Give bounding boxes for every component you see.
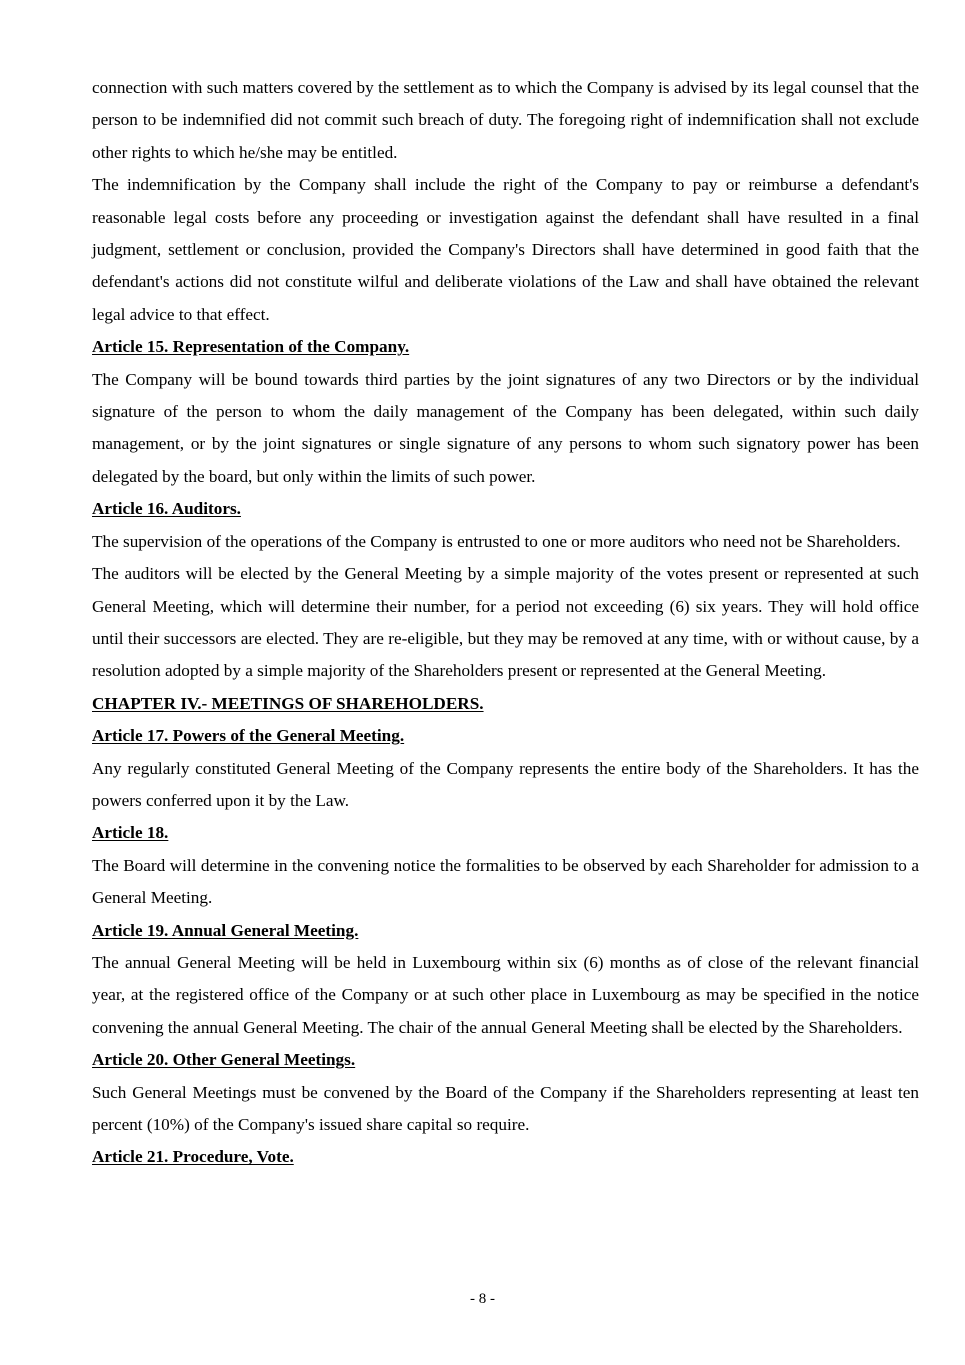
paragraph-auditors-supervision: The supervision of the operations of the Company is entrusted to one or more auditors who need not be Shareholders. [92, 531, 901, 551]
paragraph-other-meetings: Such General Meetings must be convened by the Board of the Company if the Shareholders representing at least ten percent (10%) of the Company's issued share capital so require. [92, 1082, 919, 1134]
heading-article-18: Article 18. [92, 823, 169, 843]
paragraph-annual-meeting: The annual General Meeting will be held in Luxembourg within six (6) months as of close of the relevant financial year, at the registered office of the Company or at such other place in Luxembourg as may be specified in the notice convening the annual General Meeting. The chair of the annual General Meeting shall be elected by the Shareholders. [92, 952, 919, 1037]
heading-article-21: Article 21. Procedure, Vote. [92, 1147, 294, 1167]
heading-article-15: Article 15. Representation of the Company. [92, 337, 410, 357]
heading-article-17: Article 17. Powers of the General Meeting. [92, 726, 405, 746]
page-number: - 8 - [470, 1291, 495, 1307]
paragraph-general-meeting-powers: Any regularly constituted General Meeting of the Company represents the entire body of the Shareholders. It has the powers conferred upon it by the Law. [92, 758, 919, 810]
document-body [92, 72, 919, 1174]
heading-chapter-iv: CHAPTER IV.- MEETINGS OF SHAREHOLDERS. [92, 693, 484, 713]
heading-article-19: Article 19. Annual General Meeting. [92, 920, 359, 940]
paragraph-indemnification-continued: connection with such matters covered by the settlement as to which the Company is advised by its legal counsel that the person to be indemnified did not commit such breach of duty. The foregoing right of indemnification shall not exclude other rights to which he/she may be entitled. [92, 78, 919, 162]
paragraph-admission-formalities: The Board will determine in the convening notice the formalities to be observed by each Shareholder for admission to a General Meeting. [92, 855, 919, 908]
heading-article-20: Article 20. Other General Meetings. [92, 1050, 356, 1070]
paragraph-indemnification-costs: The indemnification by the Company shall include the right of the Company to pay or reimburse a defendant's reasonable legal costs before any proceeding or investigation against the defendant shall have resulted in a final judgment, settlement or conclusion, provided the Company's Directors shall have determined in good faith that the defendant's actions did not constitute wilful and deliberate violations of the Law and shall have obtained the relevant legal advice to that effect. [92, 175, 919, 324]
heading-article-16: Article 16. Auditors. [92, 499, 241, 519]
paragraph-representation: The Company will be bound towards third parties by the joint signatures of any two Directors or by the individual signature of the person to whom the daily management of the Company has been delegated, within such daily management, or by the joint signatures or single signature of any persons to whom such signatory power has been delegated by the board, but only within the limits of such power. [92, 369, 919, 486]
paragraph-auditors-election: The auditors will be elected by the General Meeting by a simple majority of the votes present or represented at such General Meeting, which will determine their number, for a period not exceeding (6) six years. They will hold office until their successors are elected. They are re-eligible, but they may be removed at any time, with or without cause, by a resolution adopted by a simple majority of the Shareholders present or represented at the General Meeting. [92, 564, 919, 681]
